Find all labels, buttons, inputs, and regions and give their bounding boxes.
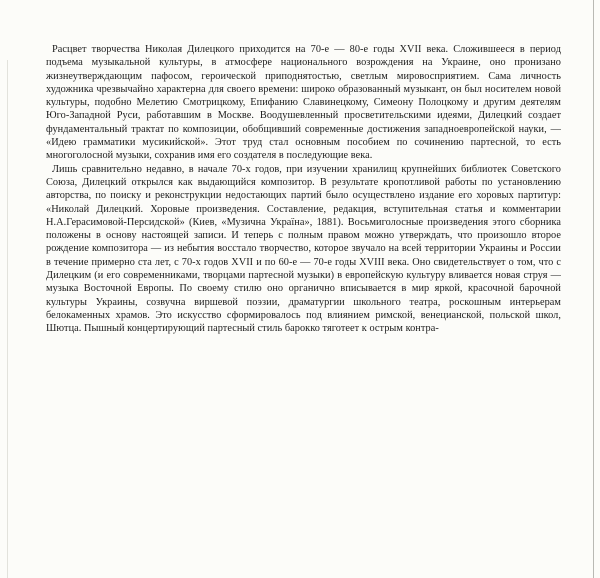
page-edge-right — [593, 0, 594, 578]
page-edge-left — [7, 60, 8, 578]
paragraph-2: Лишь сравнительно недавно, в начале 70-х годов, при изучении хранилищ крупнейших библиотек Советского Союза, Дилецкий открылся как выдающийся композитор. В результате кропотливой работы по установлению авторства, по поиску и реконструкции недостающих партий было осуществлено издание его хоровых партитур: «Николай Дилецкий. Хоровые произведения. Составление, редакция, вступительная статья и комментарии Н.А.Герасимовой-Персидской» (Киев, «Музична Україна», 1881). Восьмиголосные произведения этого сборника положены в основу настоящей записи. И теперь с полным правом можно утверждать, что произошло второе рождение композитора — из небытия восстало творчество, которое звучало на всей территории Украины и России в течение примерно ста лет, с 70-х годов XVII и по 60-е — 70-е годы XVIII века. Оно свидетельствует о том, что с Дилецким (и его современниками, творцами партесной музыки) в европейскую культуру вливается новая струя — музыка Восточной Европы. По своему стилю оно органично вписывается в мир яркой, красочной барочной культуры Украины, созвучна виршевой поэзии, драматургии школьного театра, роскошным интерьерам белокаменных храмов. Это искусство сформировалось под влиянием римской, венецианской, польской школ, Шютца. Пышный концертирующий партесный стиль барокко тяготеет к острым контра- — [46, 163, 561, 335]
body-text — [46, 43, 561, 336]
paragraph-1: Расцвет творчества Николая Дилецкого приходится на 70-е — 80-е годы XVII века. Сложившееся в период подъема музыкальной культуры, в атмосфере национального возрождения на Украине, оно пронизано жизнеутверждающим пафосом, героической приподнятостью, светлым мировосприятием. Сама личность художника чрезвычайно характерна для своего времени: широко образованный музыкант, он был носителем новой культуры, подобно Мелетию Смотрицкому, Епифанию Славинецкому, Симеону Полоцкому и другим деятелям Юго-Западной Руси, работавшим в Москве. Воодушевленный просветительскими идеями, Дилецкий создает фундаментальный трактат по композиции, обобщивший современные достижения западноевропейской науки, — «Идею грамматики мусикийской». Этот труд стал основным пособием по сочинению партесной, то есть многоголосной музыки, сохранив имя его создателя в последующие века. — [46, 44, 561, 162]
